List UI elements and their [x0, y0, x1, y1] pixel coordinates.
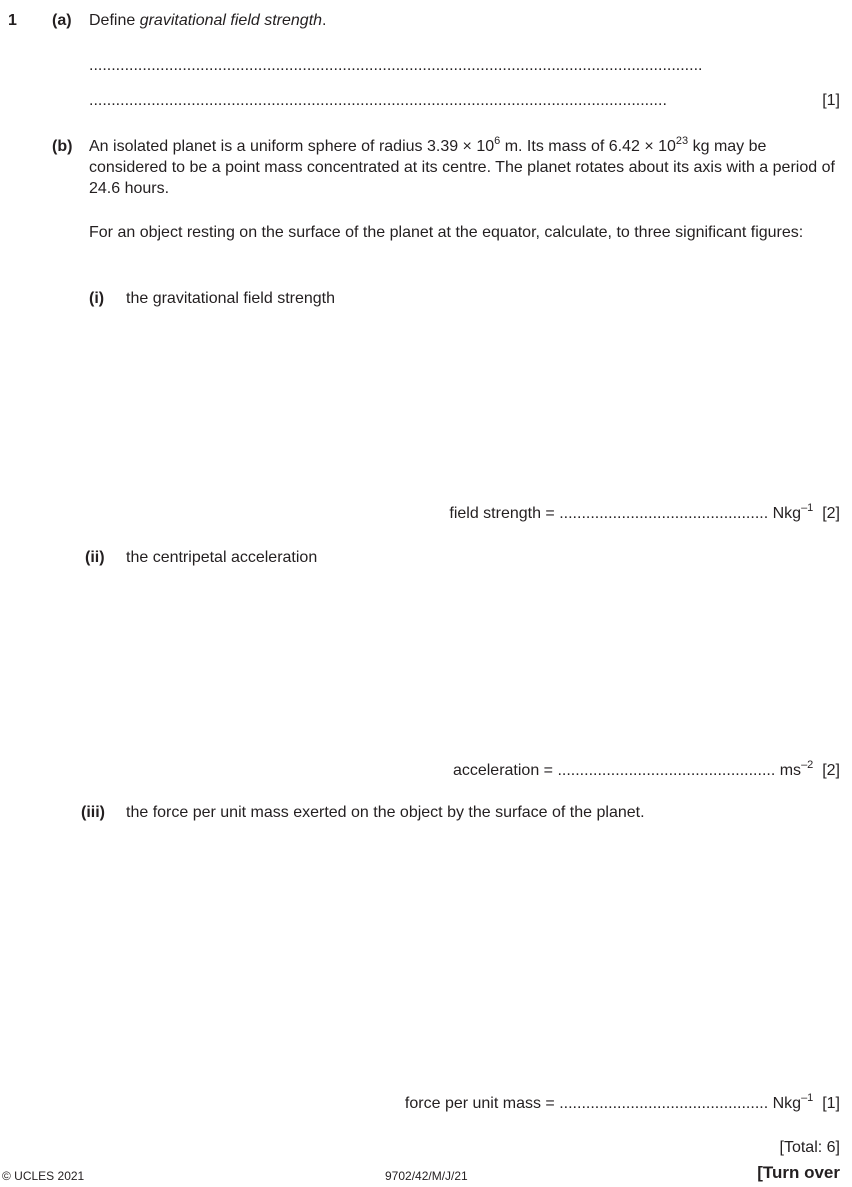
sub-i-text: the gravitational field strength	[126, 290, 336, 307]
question-number: 1	[8, 12, 17, 29]
sub-iii-answer-row	[405, 1093, 840, 1114]
sub-ii-text: the centripetal acceleration	[126, 549, 318, 566]
part-b-instruction: For an object resting on the surface of the planet at the equator, calculate, to three significant figures:	[89, 224, 804, 241]
part-b-text-3: kg may be considered to be a point mass concentrated at its centre. The planet rotates about its axis with a period of 24.6 hours.	[89, 138, 835, 197]
sub-iii-unit-exp: –1	[801, 1091, 814, 1104]
sub-ii-label: (ii)	[85, 549, 105, 566]
part-b-exp-2: 23	[675, 134, 689, 147]
sub-iii-label: (iii)	[81, 804, 105, 821]
footer-copyright: © UCLES 2021	[2, 1169, 85, 1183]
footer-turn-over: [Turn over	[757, 1163, 840, 1182]
sub-ii-answer-label: acceleration =	[452, 762, 558, 779]
part-a-answer-line-1[interactable]: ..........................................................................................................................................	[89, 57, 703, 74]
part-a-prompt-term: gravitational field strength	[139, 12, 323, 29]
part-a-prompt-suffix: .	[322, 12, 327, 29]
sub-i-answer-field[interactable]: ...............................................	[559, 505, 769, 522]
part-b-label: (b)	[52, 138, 73, 155]
sub-i-unit: Nkg	[768, 505, 802, 522]
footer-code: 9702/42/M/J/21	[385, 1169, 468, 1183]
part-a-prompt-prefix: Define	[89, 12, 140, 29]
sub-iii-unit: Nkg	[768, 1095, 802, 1112]
part-b-stem	[89, 136, 840, 199]
sub-ii-answer-field[interactable]: .................................................	[557, 762, 776, 779]
sub-iii-answer-label: force per unit mass =	[404, 1095, 560, 1112]
sub-i-answer-label: field strength =	[449, 505, 560, 522]
part-a-marks: [1]	[822, 92, 840, 109]
sub-ii-unit-exp: –2	[801, 758, 814, 771]
part-a-answer-line-2[interactable]: ..................................................................................................................................	[89, 92, 667, 109]
sub-ii-answer-row	[453, 760, 840, 781]
sub-i-unit-exp: –1	[801, 501, 814, 514]
part-a-label: (a)	[52, 12, 72, 29]
sub-iii-text: the force per unit mass exerted on the object by the surface of the planet.	[126, 804, 645, 821]
sub-iii-answer-field[interactable]: ...............................................	[559, 1095, 769, 1112]
part-b-exp-1: 6	[494, 134, 501, 147]
part-b-text-1: An isolated planet is a uniform sphere of radius 3.39 × 10	[89, 138, 495, 155]
total-marks: [Total: 6]	[779, 1139, 840, 1156]
part-a-prompt	[89, 10, 326, 31]
sub-i-label: (i)	[89, 290, 105, 307]
sub-i-answer-row	[449, 503, 840, 524]
sub-i-marks: [2]	[822, 505, 840, 522]
sub-ii-marks: [2]	[822, 762, 840, 779]
sub-iii-marks: [1]	[822, 1095, 840, 1112]
sub-ii-unit: ms	[775, 762, 802, 779]
part-b-text-2: m. Its mass of 6.42 × 10	[500, 138, 676, 155]
